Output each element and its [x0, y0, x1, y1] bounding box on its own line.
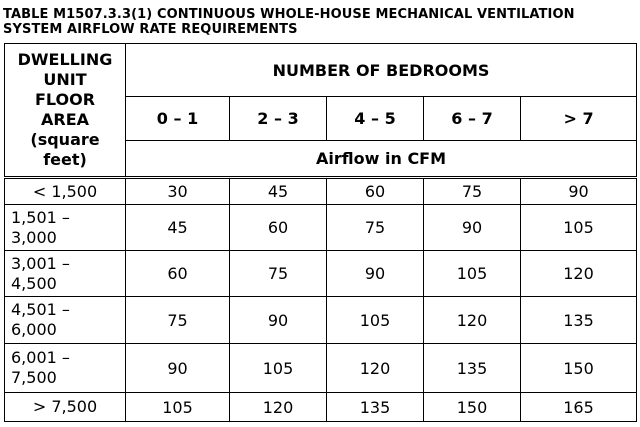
airflow-header: Airflow in CFM [126, 141, 637, 178]
airflow-cell: 60 [327, 178, 424, 205]
airflow-cell: 75 [424, 178, 521, 205]
bedroom-column-header: 0 – 1 [126, 97, 230, 141]
floor-area-cell [5, 393, 126, 422]
airflow-cell: 45 [230, 178, 327, 205]
airflow-cell: 105 [327, 297, 424, 344]
table-row [5, 297, 637, 344]
floor-area-header [5, 44, 126, 178]
table-row [5, 344, 637, 393]
table-title-line-2: SYSTEM AIRFLOW RATE REQUIREMENTS [3, 22, 298, 37]
floor-area-value: 3,001 – [11, 253, 70, 273]
airflow-cell: 105 [424, 251, 521, 297]
table-row [5, 251, 637, 297]
airflow-cell: 150 [521, 344, 637, 393]
table-row [5, 178, 637, 205]
floor-area-value: < 1,500 [32, 181, 98, 201]
airflow-cell: 90 [327, 251, 424, 297]
floor-area-header-line: AREA [40, 110, 89, 129]
floor-area-cell [5, 297, 126, 344]
airflow-cell: 105 [521, 205, 637, 251]
floor-area-value: > 7,500 [32, 397, 98, 416]
table-row [5, 393, 637, 422]
floor-area-value: 3,000 [11, 227, 57, 247]
floor-area-cell [5, 344, 126, 393]
airflow-cell: 90 [424, 205, 521, 251]
airflow-cell: 75 [230, 251, 327, 297]
airflow-cell: 105 [126, 393, 230, 422]
floor-area-header-line: (square [30, 130, 100, 149]
airflow-cell: 30 [126, 178, 230, 205]
floor-area-value: 1,501 – [11, 207, 70, 227]
airflow-cell: 45 [126, 205, 230, 251]
floor-area-header-line: FLOOR [34, 90, 96, 109]
floor-area-cell [5, 251, 126, 297]
airflow-cell: 135 [327, 393, 424, 422]
floor-area-header-line: feet) [43, 150, 87, 169]
airflow-cell: 165 [521, 393, 637, 422]
airflow-cell: 90 [230, 297, 327, 344]
airflow-cell: 90 [521, 178, 637, 205]
table-title [3, 7, 637, 37]
airflow-cell: 120 [424, 297, 521, 344]
table-title-line-1: TABLE M1507.3.3(1) CONTINUOUS WHOLE-HOUSE MECHANICAL VENTILATION [3, 7, 575, 22]
airflow-cell: 120 [521, 251, 637, 297]
airflow-cell: 60 [230, 205, 327, 251]
airflow-cell: 120 [230, 393, 327, 422]
airflow-cell: 75 [327, 205, 424, 251]
airflow-cell: 105 [230, 344, 327, 393]
floor-area-value: 4,500 [11, 273, 57, 293]
bedroom-column-header: > 7 [521, 97, 637, 141]
airflow-cell: 135 [521, 297, 637, 344]
bedroom-column-header: 2 – 3 [230, 97, 327, 141]
floor-area-value: 4,501 – [11, 300, 70, 319]
airflow-cell: 90 [126, 344, 230, 393]
ventilation-airflow-table [4, 43, 637, 422]
floor-area-header-line: UNIT [43, 70, 87, 89]
floor-area-value: 6,001 – [11, 348, 70, 367]
airflow-cell: 120 [327, 344, 424, 393]
airflow-cell: 75 [126, 297, 230, 344]
airflow-cell: 60 [126, 251, 230, 297]
floor-area-cell [5, 205, 126, 251]
floor-area-value: 7,500 [11, 368, 57, 387]
floor-area-header-line: DWELLING [17, 50, 113, 69]
airflow-cell: 150 [424, 393, 521, 422]
airflow-cell: 135 [424, 344, 521, 393]
bedroom-column-header: 6 – 7 [424, 97, 521, 141]
table-row [5, 205, 637, 251]
bedroom-column-header: 4 – 5 [327, 97, 424, 141]
floor-area-value: 6,000 [11, 320, 57, 339]
bedrooms-header: NUMBER OF BEDROOMS [126, 44, 637, 97]
floor-area-cell [5, 178, 126, 205]
